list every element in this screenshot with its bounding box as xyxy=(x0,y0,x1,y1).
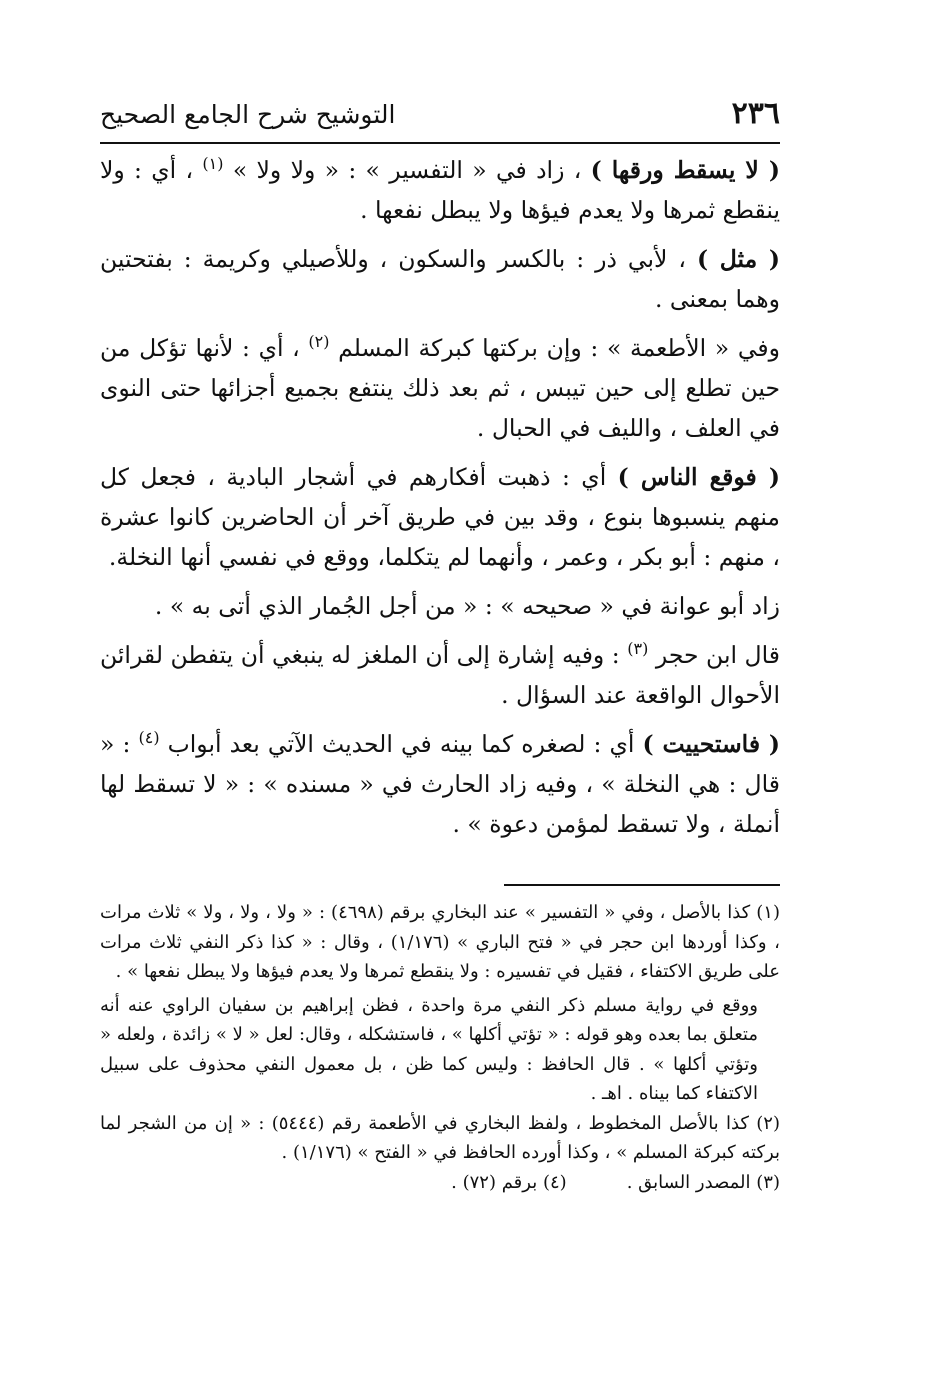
lemma: ( فاستحييت ) xyxy=(642,730,780,758)
page-header xyxy=(100,90,780,144)
footnote-ref: (٣) xyxy=(627,639,649,659)
footnote-ref: (٤) xyxy=(138,728,160,748)
paragraph-4 xyxy=(100,457,780,577)
footnote-text: برقم (٧٢) . xyxy=(451,1171,543,1193)
footnote-divider xyxy=(504,884,780,886)
footnote-ref: (٢) xyxy=(308,332,330,352)
paragraph-3 xyxy=(100,328,780,448)
footnote-3 xyxy=(627,1168,780,1198)
footnote-number: (٤) xyxy=(542,1171,567,1193)
paragraph-text: : « قال : هي النخلة » ، وفيه زاد الحارث في « مسنده » : « لا تسقط لها أنملة ، ولا تسقط لمؤمن دعوة » . xyxy=(100,730,780,838)
paragraph-text: قال ابن حجر xyxy=(648,641,780,669)
page-number: ٢٣٦ xyxy=(731,96,780,131)
paragraph-text: ، زاد في « التفسير » : « ولا ولا » xyxy=(223,156,591,184)
lemma: ( فوقع الناس ) xyxy=(617,463,780,491)
paragraph-text: وفي « الأطعمة » : وإن بركتها كبركة المسلم xyxy=(329,334,780,362)
footnote-text: كذا بالأصل المخطوط ، ولفظ البخاري في الأطعمة رقم (٥٤٤٤) : « إن من الشجر لما بركته كبركة المسلم » ، وكذا أورده الحافظ في « الفتح » (١/١٧٦) . xyxy=(100,1112,780,1163)
footnote-1-continuation: ووقع في رواية مسلم ذكر النفي مرة واحدة ، فظن إبراهيم بن سفيان الراوي عنه أنه متعلق بما بعده وهو قوله : « تؤتي أكلها » ، فاستشكله ، وقال: لعل « لا » زائدة ، ولعله « وتؤتي أكلها » . قال الحافظ : وليس كما ظن ، بل معمول النفي محذوف على سبيل الاكتفاء كما بيناه . اهـ . xyxy=(100,994,758,1104)
footnote-number: (٣) xyxy=(756,1171,780,1193)
footnote-number: (١) xyxy=(756,902,780,923)
paragraph-1 xyxy=(100,150,780,230)
footnote-2 xyxy=(100,1109,780,1168)
footnote-4 xyxy=(451,1168,567,1198)
footnotes xyxy=(100,898,780,1197)
main-text xyxy=(100,150,780,853)
paragraph-5 xyxy=(100,586,780,626)
lemma: ( مثل ) xyxy=(696,245,780,273)
paragraph-text: : وفيه إشارة إلى أن الملغز له ينبغي أن يتفطن لقرائن الأحوال الواقعة عند السؤال . xyxy=(100,641,780,709)
paragraph-2 xyxy=(100,239,780,319)
paragraph-text: زاد أبو عوانة في « صحيحه » : « من أجل الجُمار الذي أتى به » . xyxy=(154,592,780,620)
footnote-row xyxy=(100,1168,780,1198)
paragraph-text: أي : ذهبت أفكارهم في أشجار البادية ، فجعل كل منهم ينسبوها بنوع ، وقد بين في طريق آخر أن الحاضرين كانوا عشرة ، منهم : أبو بكر ، وعمر ، وأنهما لم يتكلما، ووقع في نفسي أنها النخلة. xyxy=(100,463,780,571)
footnote-ref: (١) xyxy=(202,154,224,174)
paragraph-text: ، أي : ولا ينقطع ثمرها ولا يعدم فيؤها ولا يبطل نفعها . xyxy=(100,156,780,224)
paragraph-text: ، أي : لأنها تؤكل من حين تطلع إلى حين تيبس ، ثم بعد ذلك ينتفع بجميع أجزائها حتى النوى في العلف ، والليف في الحبال . xyxy=(100,334,780,442)
paragraph-7 xyxy=(100,724,780,844)
running-title: التوشيح شرح الجامع الصحيح xyxy=(100,100,396,129)
paragraph-text: ، لأبي ذر : بالكسر والسكون ، وللأصيلي وكريمة : بفتحتين وهما بمعنى . xyxy=(100,245,780,313)
footnote-text: كذا بالأصل ، وفي « التفسير » عند البخاري برقم (٤٦٩٨) : « ولا ، ولا ، ولا » ثلاث مرات ، وكذا أوردها ابن حجر في « فتح الباري » (١/١٧٦) ، وقال : « كذا ذكر النفي ثلاث مرات على طريق الاكتفاء ، فقيل في تفسيره : ولا ينقطع ثمرها ولا يعدم فيؤها ولا يبطل نفعها » . xyxy=(100,902,780,982)
paragraph-text: أي : لصغره كما بينه في الحديث الآتي بعد أبواب xyxy=(159,730,643,758)
lemma: ( لا يسقط ورقها ) xyxy=(590,156,780,184)
paragraph-6 xyxy=(100,635,780,715)
footnote-text: المصدر السابق . xyxy=(626,1171,757,1193)
footnote-number: (٢) xyxy=(756,1112,780,1134)
footnote-1 xyxy=(100,898,780,987)
